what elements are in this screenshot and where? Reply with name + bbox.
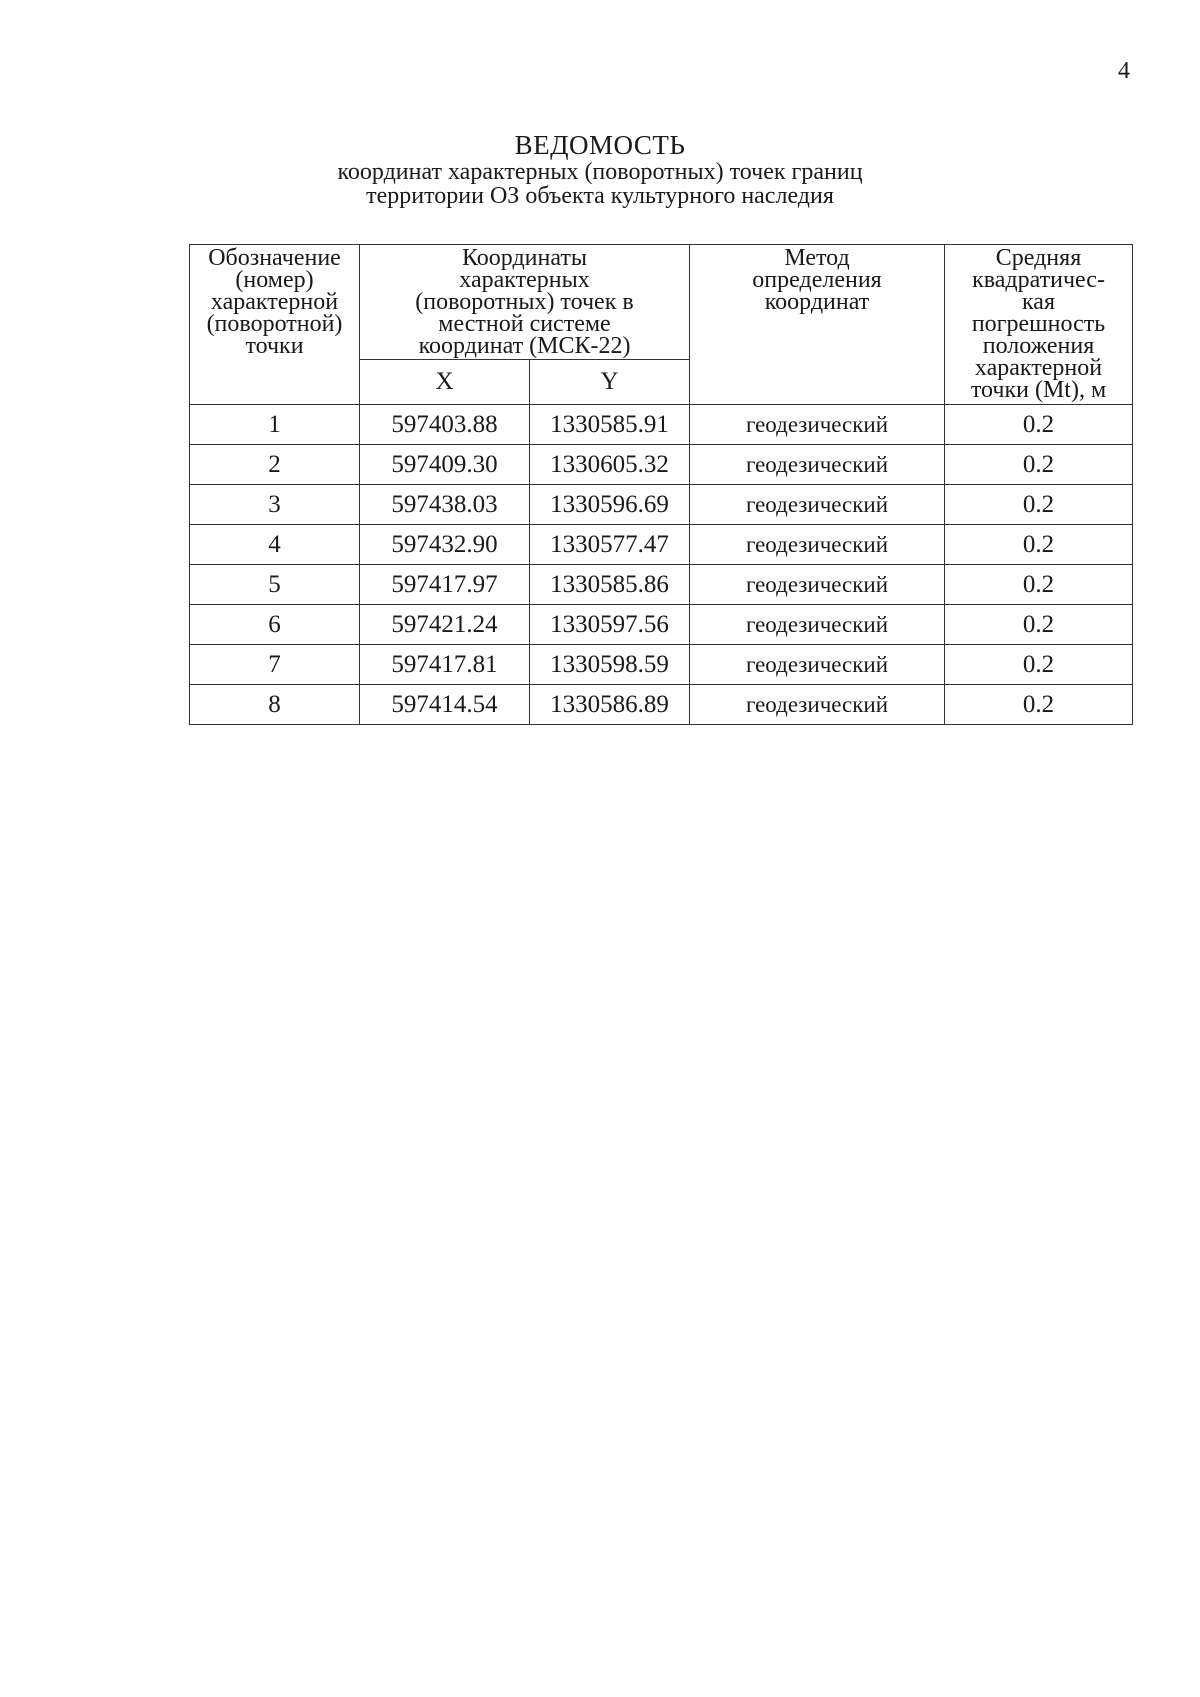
cell-error: 0.2 bbox=[945, 485, 1133, 525]
cell-error: 0.2 bbox=[945, 445, 1133, 485]
cell-error: 0.2 bbox=[945, 525, 1133, 565]
header-line: местной системе bbox=[438, 311, 611, 337]
header-line: характерных bbox=[459, 267, 590, 293]
cell-method: геодезический bbox=[690, 605, 945, 645]
cell-method: геодезический bbox=[690, 405, 945, 445]
table-row bbox=[190, 485, 1133, 525]
cell-point: 1 bbox=[190, 405, 360, 445]
cell-method: геодезический bbox=[690, 645, 945, 685]
cell-point: 2 bbox=[190, 445, 360, 485]
cell-x: 597403.88 bbox=[360, 405, 530, 445]
cell-y: 1330598.59 bbox=[530, 645, 690, 685]
coordinates-table bbox=[189, 244, 1133, 725]
cell-x: 597421.24 bbox=[360, 605, 530, 645]
page-number: 4 bbox=[1118, 58, 1130, 84]
table-row bbox=[190, 605, 1133, 645]
table-row bbox=[190, 445, 1133, 485]
table-row bbox=[190, 645, 1133, 685]
cell-method: геодезический bbox=[690, 445, 945, 485]
cell-y: 1330577.47 bbox=[530, 525, 690, 565]
cell-point: 4 bbox=[190, 525, 360, 565]
header-line: определения bbox=[752, 267, 882, 293]
header-line: (номер) bbox=[235, 267, 314, 293]
cell-point: 6 bbox=[190, 605, 360, 645]
table-row bbox=[190, 685, 1133, 725]
cell-method: геодезический bbox=[690, 565, 945, 605]
cell-point: 7 bbox=[190, 645, 360, 685]
header-line: Средняя bbox=[995, 245, 1082, 271]
cell-point: 3 bbox=[190, 485, 360, 525]
table-row bbox=[190, 525, 1133, 565]
cell-x: 597432.90 bbox=[360, 525, 530, 565]
header-line: координат (МСК-22) bbox=[418, 333, 631, 359]
cell-method: геодезический bbox=[690, 525, 945, 565]
cell-y: 1330605.32 bbox=[530, 445, 690, 485]
cell-error: 0.2 bbox=[945, 405, 1133, 445]
document-title: ВЕДОМОСТЬ bbox=[514, 130, 686, 160]
header-line: точки (Mt), м bbox=[970, 377, 1107, 403]
header-line: характерной bbox=[974, 355, 1103, 381]
cell-y: 1330585.86 bbox=[530, 565, 690, 605]
cell-error: 0.2 bbox=[945, 645, 1133, 685]
cell-x: 597417.97 bbox=[360, 565, 530, 605]
table-row bbox=[190, 405, 1133, 445]
header-method bbox=[690, 245, 945, 405]
table-body bbox=[190, 405, 1133, 725]
header-line: Метод bbox=[784, 245, 850, 271]
cell-y: 1330585.91 bbox=[530, 405, 690, 445]
header-line: положения bbox=[982, 333, 1095, 359]
cell-y: 1330586.89 bbox=[530, 685, 690, 725]
header-line: кая bbox=[1022, 289, 1055, 315]
header-line: координат bbox=[764, 289, 870, 315]
header-line: Координаты bbox=[461, 245, 588, 271]
header-line: точки bbox=[245, 333, 304, 359]
cell-x: 597414.54 bbox=[360, 685, 530, 725]
header-point bbox=[190, 245, 360, 405]
cell-error: 0.2 bbox=[945, 565, 1133, 605]
document-subtitle-line2: территории ОЗ объекта культурного наследия bbox=[366, 183, 834, 209]
cell-error: 0.2 bbox=[945, 685, 1133, 725]
header-line: характерной bbox=[210, 289, 339, 315]
cell-point: 5 bbox=[190, 565, 360, 605]
header-error bbox=[945, 245, 1133, 405]
cell-y: 1330597.56 bbox=[530, 605, 690, 645]
header-line: квадратичес- bbox=[972, 267, 1105, 293]
cell-y: 1330596.69 bbox=[530, 485, 690, 525]
title-block bbox=[0, 130, 1200, 208]
cell-method: геодезический bbox=[690, 685, 945, 725]
cell-x: 597409.30 bbox=[360, 445, 530, 485]
table-row bbox=[190, 565, 1133, 605]
header-line: погрешность bbox=[971, 311, 1106, 337]
cell-error: 0.2 bbox=[945, 605, 1133, 645]
cell-x: 597438.03 bbox=[360, 485, 530, 525]
header-line: (поворотной) bbox=[206, 311, 343, 337]
header-x: X bbox=[360, 360, 530, 405]
header-line: Обозначение bbox=[208, 245, 341, 271]
cell-x: 597417.81 bbox=[360, 645, 530, 685]
header-y: Y bbox=[530, 360, 690, 405]
header-coords bbox=[360, 245, 690, 360]
cell-point: 8 bbox=[190, 685, 360, 725]
cell-method: геодезический bbox=[690, 485, 945, 525]
header-line: (поворотных) точек в bbox=[415, 289, 634, 315]
document-subtitle-line1: координат характерных (поворотных) точек границ bbox=[337, 159, 863, 185]
